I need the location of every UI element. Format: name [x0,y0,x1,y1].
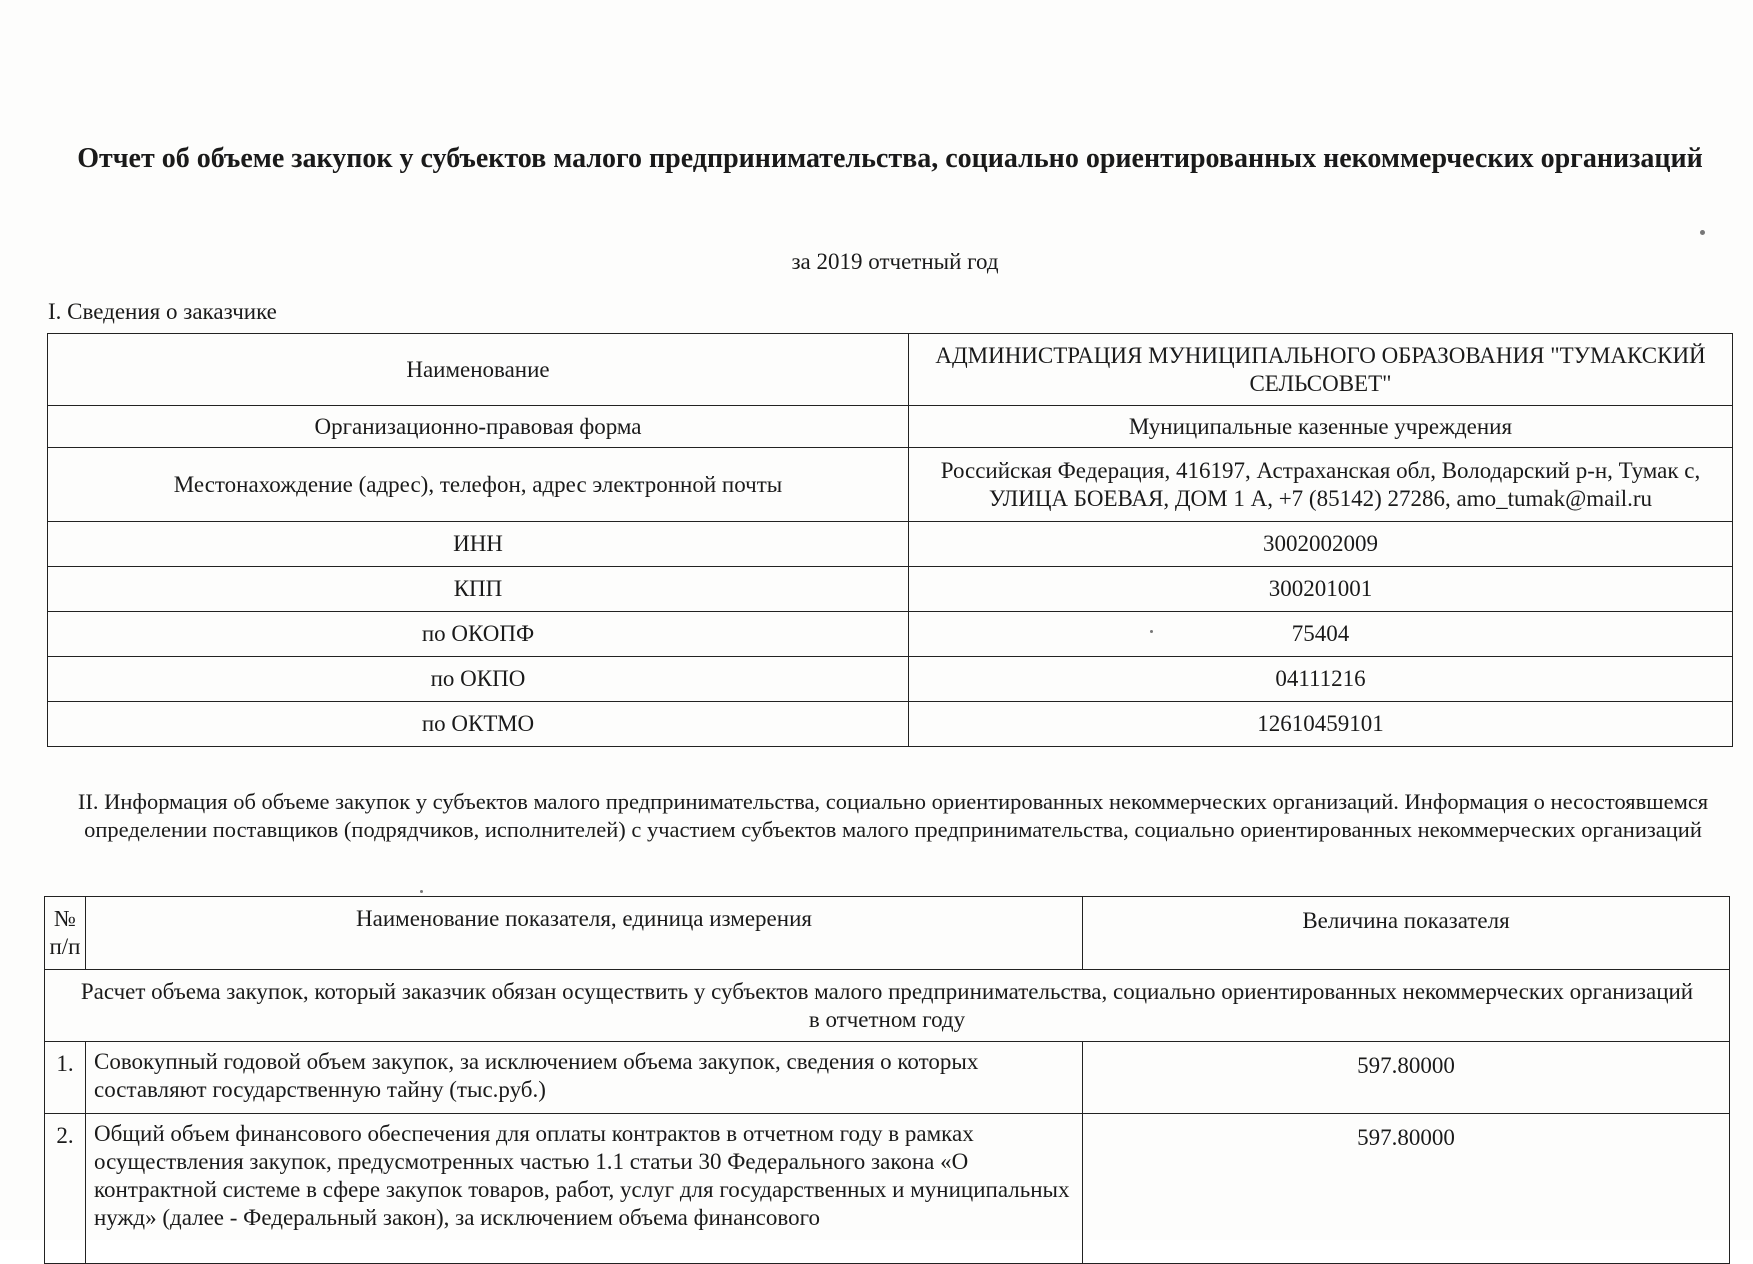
header-num: № п/п [45,897,86,970]
table-row [48,522,1733,567]
table-row [48,612,1733,657]
table-row [45,1042,1730,1114]
table-row [48,334,1733,406]
row-value: 12610459101 [909,702,1733,747]
row-label: Организационно-правовая форма [48,406,909,448]
row-num: 2. [45,1114,86,1264]
header-name: Наименование показателя, единица измерения [86,897,1083,970]
report-period: за 2019 отчетный год [791,249,999,274]
table-row [48,567,1733,612]
row-num: 1. [45,1042,86,1114]
row-label: Наименование [48,334,909,406]
row-name: Совокупный годовой объем закупок, за исключением объема закупок, сведения о которых составляют государственную тайну (тыс.руб.) [86,1042,1083,1114]
volume-table [44,896,1730,1264]
table-row [48,657,1733,702]
row-value: Российская Федерация, 416197, Астраханская обл, Володарский р-н, Тумак с, УЛИЦА БОЕВАЯ, ДОМ 1 А, +7 (85142) 27286, amo_tumak@mail.ru [909,448,1733,522]
calc-heading: Расчет объема закупок, который заказчик обязан осуществить у субъектов малого предпринимательства, социально ориентированных некоммерческих организаций в отчетном году [45,970,1730,1042]
table-row [48,448,1733,522]
row-value: Муниципальные казенные учреждения [909,406,1733,448]
table-row [45,970,1730,1042]
row-label: по ОКПО [48,657,909,702]
row-label: по ОКТМО [48,702,909,747]
row-value: 75404 [909,612,1733,657]
row-label: по ОКОПФ [48,612,909,657]
scan-speck [420,890,423,893]
table-row [45,1114,1730,1264]
row-value: АДМИНИСТРАЦИЯ МУНИЦИПАЛЬНОГО ОБРАЗОВАНИЯ "ТУМАКСКИЙ СЕЛЬСОВЕТ" [909,334,1733,406]
header-value: Величина показателя [1083,897,1730,970]
table-row [48,406,1733,448]
scan-speck [1700,230,1705,235]
row-label: ИНН [48,522,909,567]
row-name: Общий объем финансового обеспечения для оплаты контрактов в отчетном году в рамках осуществления закупок, предусмотренных частью 1.1 статьи 30 Федерального закона «О контрактной системе в сфере закупок товаров, работ, услуг для государственных и муниципальных нужд» (далее - Федеральный закон), за исключением объема финансового [86,1114,1083,1264]
volume-section-heading: II. Информация об объеме закупок у субъектов малого предпринимательства, социально ориентированных некоммерческих организаций. Информация о несостоявшемся определении поставщиков (подрядчиков, исполнителей) с участием субъектов малого предпринимательства, социально ориентированных некоммерческих организаций [77,789,1709,842]
table-header-row [45,897,1730,970]
report-title: Отчет об объеме закупок у субъектов малого предпринимательства, социально ориентированных некоммерческих организаций [77,143,1703,174]
row-value: 597.80000 [1083,1114,1730,1264]
row-label: КПП [48,567,909,612]
row-value: 04111216 [909,657,1733,702]
table-row [48,702,1733,747]
customer-section-heading: I. Сведения о заказчике [48,299,277,324]
scan-speck [1150,630,1153,633]
row-value: 3002002009 [909,522,1733,567]
customer-info-table [47,333,1733,747]
row-value: 300201001 [909,567,1733,612]
row-value: 597.80000 [1083,1042,1730,1114]
row-label: Местонахождение (адрес), телефон, адрес электронной почты [48,448,909,522]
